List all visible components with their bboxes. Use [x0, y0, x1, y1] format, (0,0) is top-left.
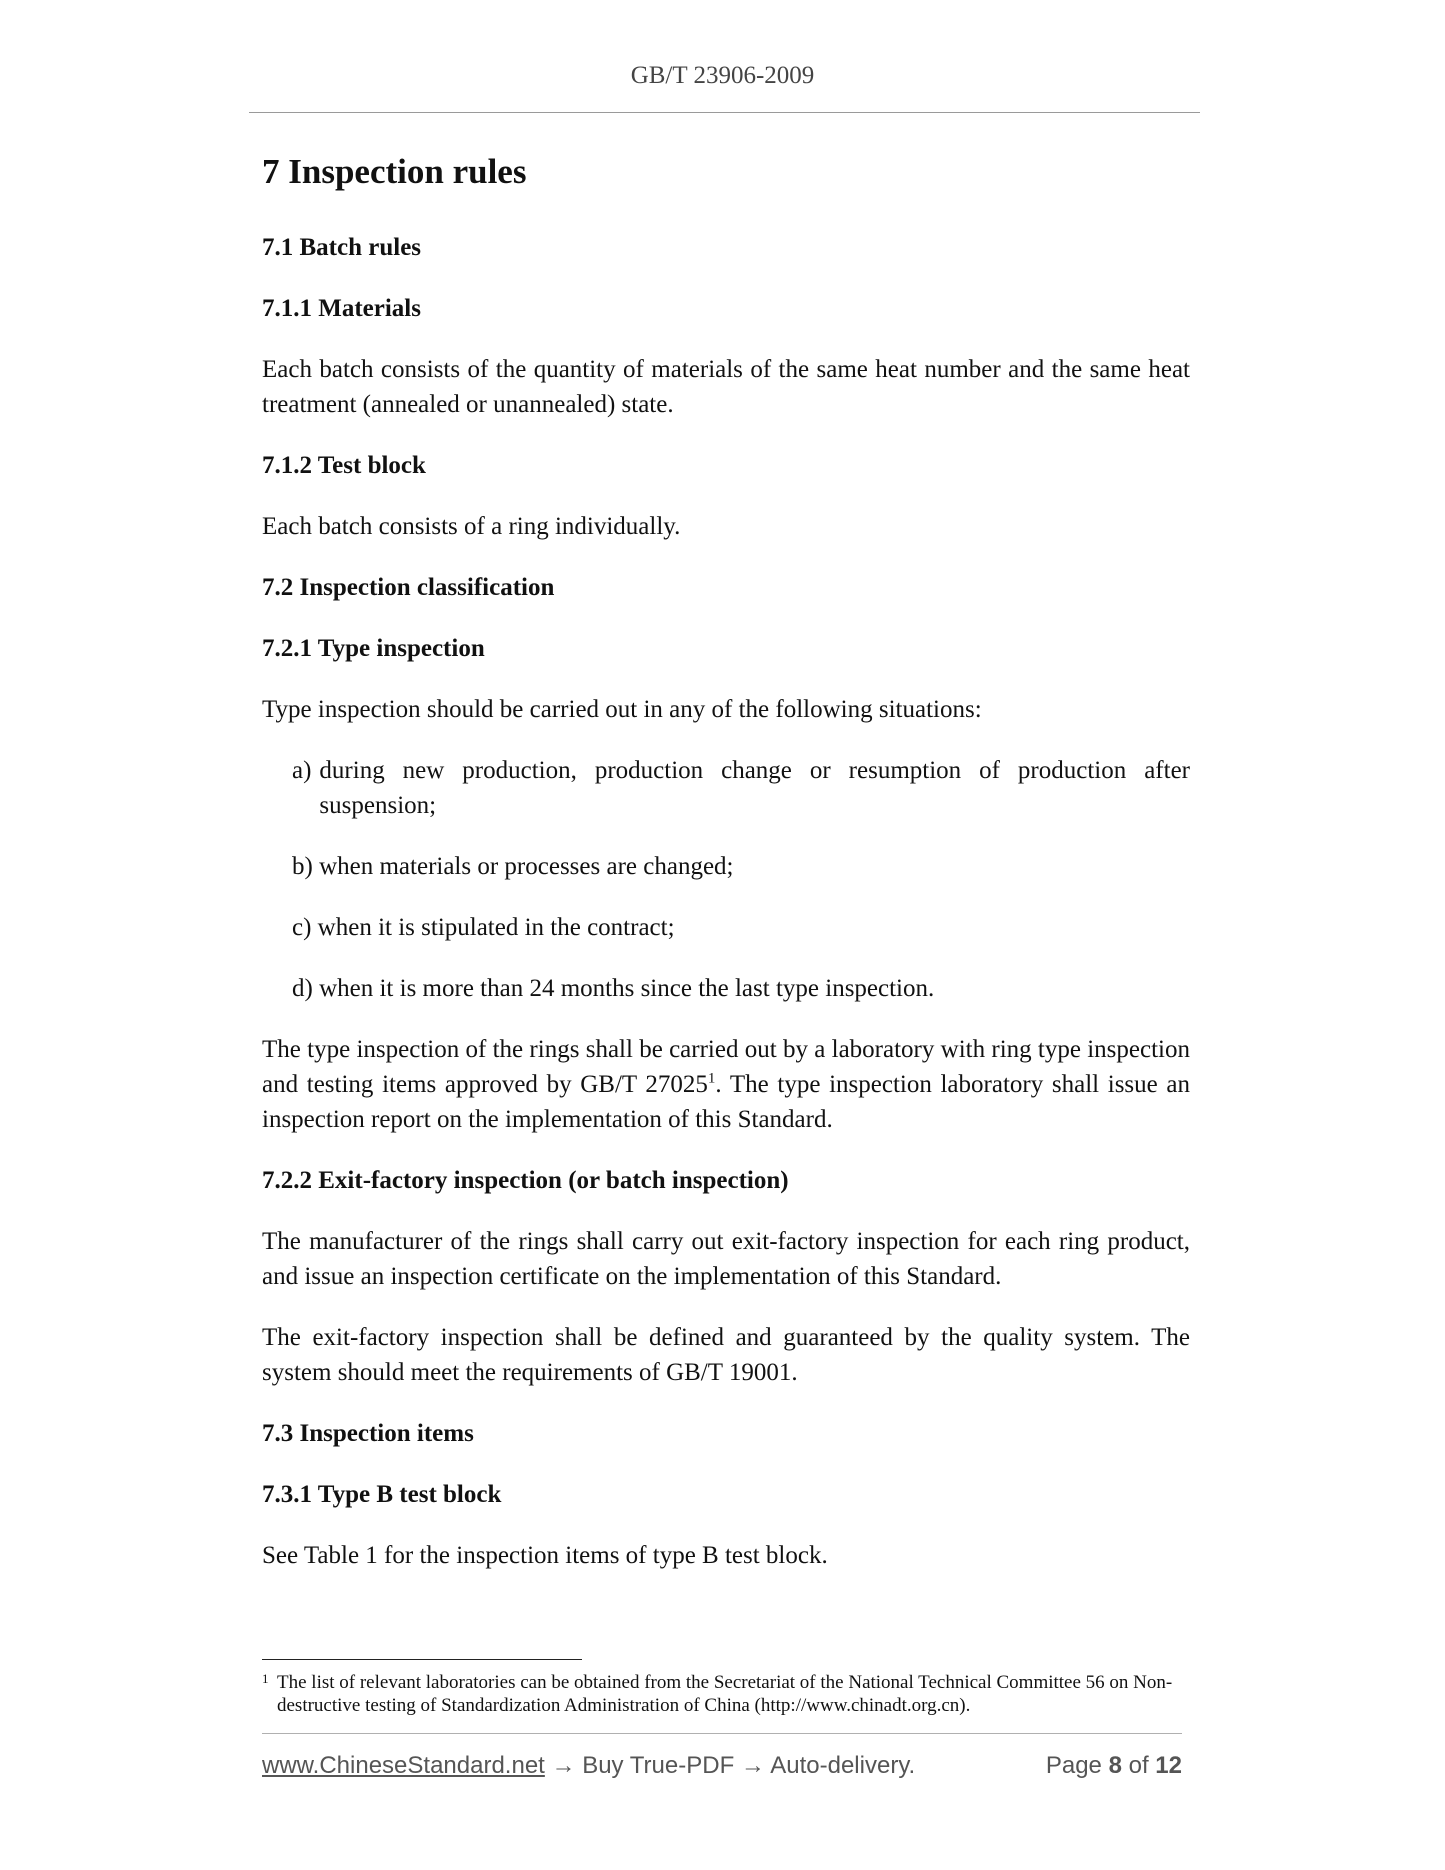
header-divider — [249, 112, 1200, 113]
heading-7-1-2: 7.1.2 Test block — [262, 451, 426, 479]
footnote-divider — [262, 1659, 582, 1660]
list-marker: a) — [292, 756, 312, 784]
footer-promo — [262, 1752, 915, 1780]
page-label: Page — [1045, 1752, 1102, 1779]
site-link[interactable]: www.ChineseStandard.net — [262, 1752, 545, 1779]
arrow-right-icon: → — [740, 1752, 765, 1779]
section-heading-7: 7 Inspection rules — [262, 152, 527, 191]
footnote — [262, 1671, 1182, 1717]
heading-7-3: 7.3 Inspection items — [262, 1419, 474, 1447]
heading-7-2-2: 7.2.2 Exit-factory inspection (or batch inspection) — [262, 1166, 789, 1194]
paragraph-test-block: Each batch consists of a ring individually. — [262, 512, 681, 540]
footnote-text: The list of relevant laboratories can be obtained from the Secretariat of the National Technical Committee 56 on Non-destructive testing of Standardization Administration of China (http://www.chinadt.org.cn). — [277, 1672, 1173, 1716]
list-marker: d) — [292, 974, 313, 1002]
heading-7-3-1: 7.3.1 Type B test block — [262, 1480, 502, 1508]
list-marker: b) — [292, 852, 313, 880]
list-item-b — [292, 849, 1190, 884]
page-body — [262, 150, 1190, 1599]
paragraph-laboratory — [262, 1032, 1190, 1137]
buy-text: Buy True-PDF — [582, 1752, 735, 1779]
heading-7-2-1: 7.2.1 Type inspection — [262, 634, 485, 662]
footnote-reference[interactable]: 1 — [707, 1070, 716, 1087]
heading-7-1: 7.1 Batch rules — [262, 233, 422, 261]
list-item-a — [292, 753, 1190, 823]
page-of: of — [1128, 1752, 1149, 1779]
footer-divider — [262, 1733, 1182, 1734]
paragraph-laboratory-part2: . The type inspection laboratory shall issue an inspection report on the implementation of this Standard. — [262, 1070, 1191, 1133]
arrow-right-icon: → — [551, 1752, 576, 1779]
page-total: 12 — [1155, 1752, 1182, 1779]
footnote-mark: 1 — [262, 1671, 269, 1686]
paragraph-laboratory-part1: The type inspection of the rings shall be carried out by a laboratory with ring type inspection and testing items approved by GB/T 27025 — [262, 1035, 1190, 1098]
paragraph-type-b-test-block: See Table 1 for the inspection items of type B test block. — [262, 1541, 828, 1569]
page-footer — [262, 1752, 1182, 1780]
list-item-c — [292, 910, 1190, 945]
paragraph-exit-factory-1: The manufacturer of the rings shall carry out exit-factory inspection for each ring product, and issue an inspection certificate on the implementation of this Standard. — [262, 1227, 1190, 1290]
paragraph-type-inspection-intro: Type inspection should be carried out in any of the following situations: — [262, 695, 982, 723]
delivery-text: Auto-delivery. — [770, 1752, 916, 1779]
heading-7-2: 7.2 Inspection classification — [262, 573, 555, 601]
list-item-text: during new production, production change or resumption of production after suspension; — [319, 756, 1190, 819]
page-indicator — [1046, 1752, 1182, 1780]
list-item-d — [292, 971, 1190, 1006]
paragraph-exit-factory-2: The exit-factory inspection shall be defined and guaranteed by the quality system. The system should meet the requirements of GB/T 19001. — [262, 1323, 1190, 1386]
page-current: 8 — [1108, 1752, 1122, 1779]
list-marker: c) — [292, 913, 312, 941]
heading-7-1-1: 7.1.1 Materials — [262, 294, 421, 322]
list-item-text: when materials or processes are changed; — [319, 852, 734, 880]
running-header: GB/T 23906-2009 — [630, 62, 815, 89]
list-item-text: when it is more than 24 months since the last type inspection. — [319, 974, 935, 1002]
list-item-text: when it is stipulated in the contract; — [317, 913, 675, 941]
paragraph-materials: Each batch consists of the quantity of materials of the same heat number and the same heat treatment (annealed or unannealed) state. — [262, 355, 1190, 418]
